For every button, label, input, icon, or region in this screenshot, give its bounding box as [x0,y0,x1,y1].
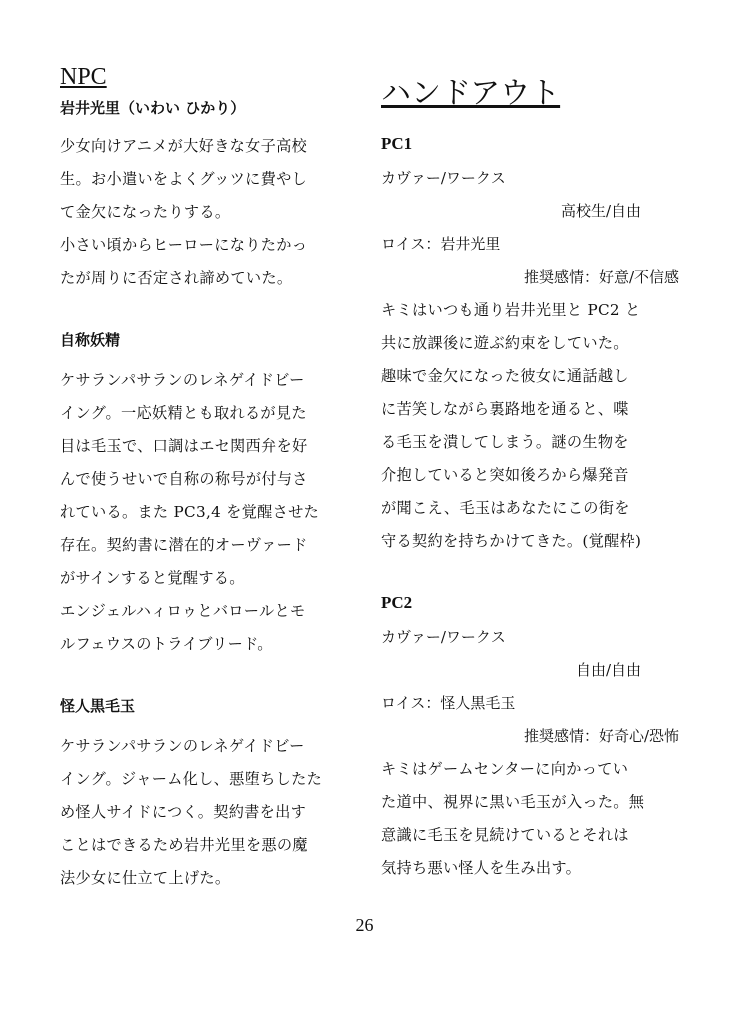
pc2-label: PC2 [381,593,413,612]
pc1-works-value: 高校生/自由 [560,202,641,220]
pc1-works-label: カヴァー/ワークス [381,169,506,187]
npc-section-title: NPC [60,64,107,90]
spacer [381,558,679,591]
pc2-works-value: 自由/自由 [575,661,641,679]
npc-desc-fairy: ケサランパサランのレネゲイドビー イング。一応妖精とも取れるが見た 目は毛玉で、口調はエセ関西弁を好 んで使うせいで自称の称号が付与さ れている。また PC3,4 を覚醒させた 存在。契約書に潜在的オーヴァード がサインすると覚醒する。 エンジェルハィロゥとバロールとモ ルフェウスのトライブリード。 [60,371,320,653]
npc-name-fairy: 自称妖精 [60,331,121,349]
pc2-lois: ロイス：怪人黒毛玉 [381,694,516,712]
pc1-emotion: 推奨感情：好意/不信感 [523,268,679,286]
npc-column [60,62,356,895]
pc1-desc: キミはいつも通り岩井光里と PC2 と 共に放課後に遊ぶ約束をしていた。 趣味で金欠になった彼女に通話越し に苦笑しながら裏路地を通ると、喋 る毛玉を潰してしまう。謎の生物を 介抱していると突如後ろから爆発音 が聞こえ、毛玉はあなたにこの街を 守る契約を持ちかけてきた。(覚醒枠) [381,301,642,550]
handout-section-title: ハンドアウト [381,76,561,111]
pc1-lois: ロイス：岩井光里 [381,235,501,253]
npc-name-hikari: 岩井光里（いわい ひかり） [60,99,246,117]
pc2-desc: キミはゲームセンターに向かってい た道中、視界に黒い毛玉が入った。無 意識に毛玉を見続けているとそれは 気持ち悪い怪人を生み出す。 [381,760,645,877]
npc-desc-kurokedama: ケサランパサランのレネゲイドビー イング。ジャーム化し、悪堕ちしたた め怪人サイドにつく。契約書を出す ことはできるため岩井光里を悪の魔 法少女に仕立て上げた。 [60,737,323,887]
spacer [60,295,356,328]
spacer [60,661,356,694]
pc1-label: PC1 [381,134,413,153]
pc2-emotion: 推奨感情：好奇心/恐怖 [523,727,679,745]
npc-desc-hikari: 少女向けアニメが大好きな女子高校 生。お小遣いをよくグッツに費やし て金欠になったりする。 小さい頃からヒーローになりたかっ たが周りに否定され諦めていた。 [60,137,308,287]
page-number: 26 [355,915,374,935]
handout-column [381,62,679,885]
pc2-works-label: カヴァー/ワークス [381,628,506,646]
npc-name-kurokedama: 怪人黒毛玉 [60,697,136,715]
